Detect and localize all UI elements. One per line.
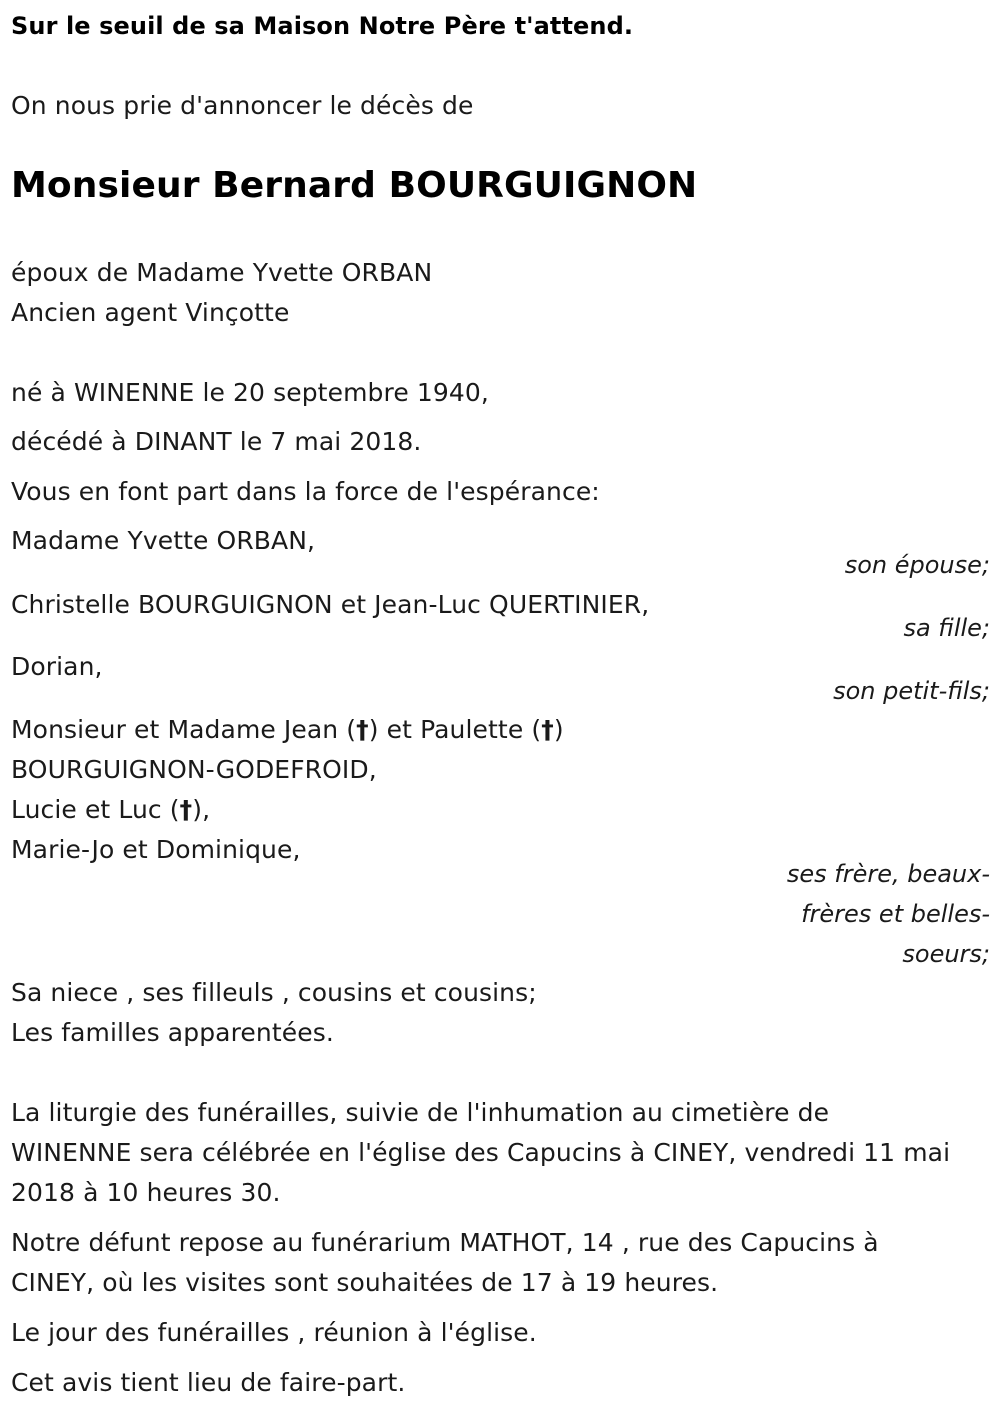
family-announcement: Vous en font part dans la force de l'espérance:: [11, 477, 600, 506]
family-others-line-1: Sa niece , ses filleuls , cousins et cousins;: [11, 978, 537, 1007]
family-daughter-relation: sa fille;: [903, 614, 990, 642]
siblings-text-b: ) et Paulette (: [368, 715, 542, 744]
closing-line: Cet avis tient lieu de faire-part.: [11, 1368, 406, 1397]
family-siblings-line-1: [11, 714, 564, 746]
occupation-line: Ancien agent Vinçotte: [11, 298, 290, 327]
deceased-name: Monsieur Bernard BOURGUIGNON: [11, 165, 698, 206]
siblings-text-a: Monsieur et Madame Jean (: [11, 715, 357, 744]
announcement-intro: On nous prie d'annoncer le décès de: [11, 91, 474, 120]
siblings-text-c: ): [553, 715, 564, 744]
cross-icon: †: [541, 715, 554, 744]
death-line: décédé à DINANT le 7 mai 2018.: [11, 427, 422, 456]
opening-quote: Sur le seuil de sa Maison Notre Père t'attend.: [11, 12, 634, 40]
family-siblings-relation-1: ses frère, beaux-: [786, 860, 990, 888]
spouse-line: époux de Madame Yvette ORBAN: [11, 258, 433, 287]
family-siblings-relation-3: soeurs;: [902, 940, 990, 968]
family-grandson-name: Dorian,: [11, 652, 103, 681]
funeral-liturgy-line-3: 2018 à 10 heures 30.: [11, 1178, 281, 1207]
family-grandson-relation: son petit-fils;: [833, 677, 990, 705]
siblings-text-d: Lucie et Luc (: [11, 795, 180, 824]
family-siblings-line-3: [11, 794, 210, 826]
cross-icon: †: [179, 795, 193, 824]
family-spouse-name: Madame Yvette ORBAN,: [11, 526, 316, 555]
siblings-text-e: ),: [192, 795, 211, 824]
family-siblings-line-4: Marie-Jo et Dominique,: [11, 835, 301, 864]
birth-line: né à WINENNE le 20 septembre 1940,: [11, 378, 489, 407]
funeral-meeting-line: Le jour des funérailles , réunion à l'église.: [11, 1318, 537, 1347]
family-others-line-2: Les familles apparentées.: [11, 1018, 334, 1047]
family-daughter-name: Christelle BOURGUIGNON et Jean-Luc QUERTINIER,: [11, 590, 650, 619]
funeral-rest-line-1: Notre défunt repose au funérarium MATHOT, 14 , rue des Capucins à: [11, 1228, 879, 1257]
family-siblings-line-2: BOURGUIGNON-GODEFROID,: [11, 755, 377, 784]
family-spouse-relation: son épouse;: [844, 551, 990, 579]
funeral-liturgy-line-1: La liturgie des funérailles, suivie de l'inhumation au cimetière de: [11, 1098, 830, 1127]
cross-icon: †: [356, 715, 369, 744]
funeral-liturgy-line-2: WINENNE sera célébrée en l'église des Capucins à CINEY, vendredi 11 mai: [11, 1138, 951, 1167]
funeral-rest-line-2: CINEY, où les visites sont souhaitées de 17 à 19 heures.: [11, 1268, 719, 1297]
family-siblings-relation-2: frères et belles-: [801, 900, 990, 928]
